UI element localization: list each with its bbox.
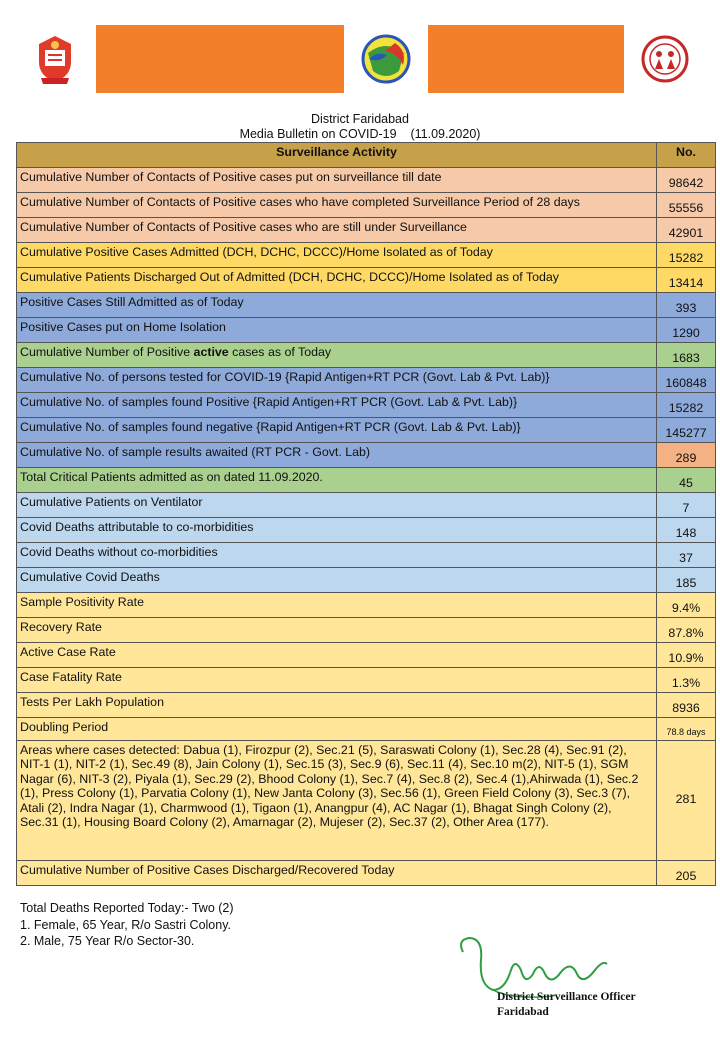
row-label-bold: active — [193, 345, 229, 359]
table-row — [17, 568, 716, 593]
table-row — [17, 268, 716, 293]
health-department-logo-icon — [344, 25, 428, 93]
death-item: 2. Male, 75 Year R/o Sector-30. — [20, 934, 195, 948]
row-value: 45 — [657, 468, 716, 493]
table-row — [17, 718, 716, 741]
district-name: District Faridabad — [311, 112, 409, 126]
row-value: 15282 — [657, 393, 716, 418]
row-value: 42901 — [657, 218, 716, 243]
table-row-areas — [17, 740, 716, 860]
row-label: Covid Deaths attributable to co-morbidities — [17, 518, 657, 543]
row-value: 9.4% — [657, 593, 716, 618]
signature-place: Faridabad — [497, 1005, 549, 1018]
deaths-section — [20, 900, 234, 950]
table-row — [17, 318, 716, 343]
row-label: Cumulative No. of persons tested for COVID-19 {Rapid Antigen+RT PCR (Govt. Lab & Pvt. Lab)} — [17, 368, 657, 393]
row-label: Cumulative Number of Contacts of Positive cases who are still under Surveillance — [17, 218, 657, 243]
row-label: Cumulative Patients on Ventilator — [17, 493, 657, 518]
row-label: Total Critical Patients admitted as on dated 11.09.2020. — [17, 468, 657, 493]
row-label: Cumulative No. of sample results awaited (RT PCR - Govt. Lab) — [17, 443, 657, 468]
table-row — [17, 468, 716, 493]
row-label — [17, 343, 657, 368]
table-row — [17, 518, 716, 543]
table-row — [17, 593, 716, 618]
row-label: Cumulative Patients Discharged Out of Admitted (DCH, DCHC, DCCC)/Home Isolated as of Today — [17, 268, 657, 293]
table-row — [17, 293, 716, 318]
row-value: 13414 — [657, 268, 716, 293]
row-value: 1.3% — [657, 668, 716, 693]
table-row — [17, 860, 716, 885]
row-label: Recovery Rate — [17, 618, 657, 643]
row-value: 10.9% — [657, 643, 716, 668]
bulletin-date: Media Bulletin on COVID-19 (11.09.2020) — [239, 127, 481, 141]
signature-title: District Surveillance Officer — [497, 991, 636, 1003]
row-value: 78.8 days — [657, 718, 716, 741]
row-value: 1290 — [657, 318, 716, 343]
table-row — [17, 368, 716, 393]
table-row — [17, 443, 716, 468]
row-label: Sample Positivity Rate — [17, 593, 657, 618]
signature-block — [497, 990, 636, 1019]
row-label: Cumulative Number of Positive Cases Discharged/Recovered Today — [17, 860, 657, 885]
row-value: 55556 — [657, 193, 716, 218]
table-header-row — [17, 143, 716, 168]
row-value: 8936 — [657, 693, 716, 718]
row-value: 98642 — [657, 168, 716, 193]
row-label: Case Fatality Rate — [17, 668, 657, 693]
row-label: Cumulative Covid Deaths — [17, 568, 657, 593]
header-no: No. — [657, 143, 716, 168]
table-row — [17, 643, 716, 668]
row-label: Active Case Rate — [17, 643, 657, 668]
row-label: Positive Cases Still Admitted as of Today — [17, 293, 657, 318]
national-health-mission-logo-icon — [624, 25, 706, 93]
row-value: 393 — [657, 293, 716, 318]
table-row — [17, 418, 716, 443]
table-row — [17, 693, 716, 718]
table-row — [17, 618, 716, 643]
areas-label: Areas where cases detected: Dabua (1), Firozpur (2), Sec.21 (5), Saraswati Colony (1), Sec.28 (4), Sec.91 (2), NIT-1 (1), NIT-2 (1), Sec.49 (8), Jain Colony (1), Sec.15 (3), Sec.9 (6), Sec.11 (4), Sec.10 m(2), NIT-5 (1), SGM Nagar (6), NIT-3 (2), Piyala (1), Sec.29 (2), Bhood Colony (1), Sec.7 (4), Sec.8 (2), Sec.4 (1),Ahirwada (1), Sec.2 (1), Press Colony (1), Parvatia Colony (1), New Janta Colony (3), Sec.56 (1), Green Field Colony (3), Sec.3 (7), Atali (2), Indra Nagar (1), Charmwood (1), Tigaon (1), Anangpur (4), AC Nagar (1), Bhagat Singh Colony (2), Sec.31 (1), Housing Board Colony (2), Amarnagar (2), Mujeser (2), Sec.37 (2), Other Area (177). — [17, 740, 657, 860]
areas-value: 281 — [657, 740, 716, 860]
table-row — [17, 393, 716, 418]
row-value: 7 — [657, 493, 716, 518]
header-activity: Surveillance Activity — [17, 143, 657, 168]
header-banner — [14, 25, 706, 93]
row-label: Cumulative No. of samples found negative {Rapid Antigen+RT PCR (Govt. Lab & Pvt. Lab)} — [17, 418, 657, 443]
table-row — [17, 193, 716, 218]
row-value: 37 — [657, 543, 716, 568]
bulletin-title — [0, 112, 720, 142]
row-value: 160848 — [657, 368, 716, 393]
table-row — [17, 343, 716, 368]
row-label: Covid Deaths without co-morbidities — [17, 543, 657, 568]
surveillance-table — [16, 142, 716, 886]
death-item: 1. Female, 65 Year, R/o Sastri Colony. — [20, 917, 231, 932]
row-label: Doubling Period — [17, 718, 657, 741]
row-label-pre: Cumulative Number of Positive — [20, 345, 194, 359]
row-label: Tests Per Lakh Population — [17, 693, 657, 718]
row-value: 148 — [657, 518, 716, 543]
row-label: Positive Cases put on Home Isolation — [17, 318, 657, 343]
table-row — [17, 168, 716, 193]
table-row — [17, 668, 716, 693]
row-value: 15282 — [657, 243, 716, 268]
row-value: 205 — [657, 860, 716, 885]
row-label: Cumulative Positive Cases Admitted (DCH, DCHC, DCCC)/Home Isolated as of Today — [17, 243, 657, 268]
deaths-heading: Total Deaths Reported Today:- Two (2) — [20, 901, 234, 915]
table-row — [17, 218, 716, 243]
row-value: 185 — [657, 568, 716, 593]
table-row — [17, 543, 716, 568]
table-row — [17, 493, 716, 518]
row-value: 87.8% — [657, 618, 716, 643]
table-row — [17, 243, 716, 268]
haryana-emblem-icon — [14, 25, 96, 93]
row-label: Cumulative Number of Contacts of Positive cases who have completed Surveillance Period of 28 days — [17, 193, 657, 218]
row-label-post: cases as of Today — [228, 345, 332, 359]
row-label: Cumulative Number of Contacts of Positive cases put on surveillance till date — [17, 168, 657, 193]
row-value: 289 — [657, 443, 716, 468]
row-label: Cumulative No. of samples found Positive {Rapid Antigen+RT PCR (Govt. Lab & Pvt. Lab)} — [17, 393, 657, 418]
row-value: 1683 — [657, 343, 716, 368]
row-value: 145277 — [657, 418, 716, 443]
